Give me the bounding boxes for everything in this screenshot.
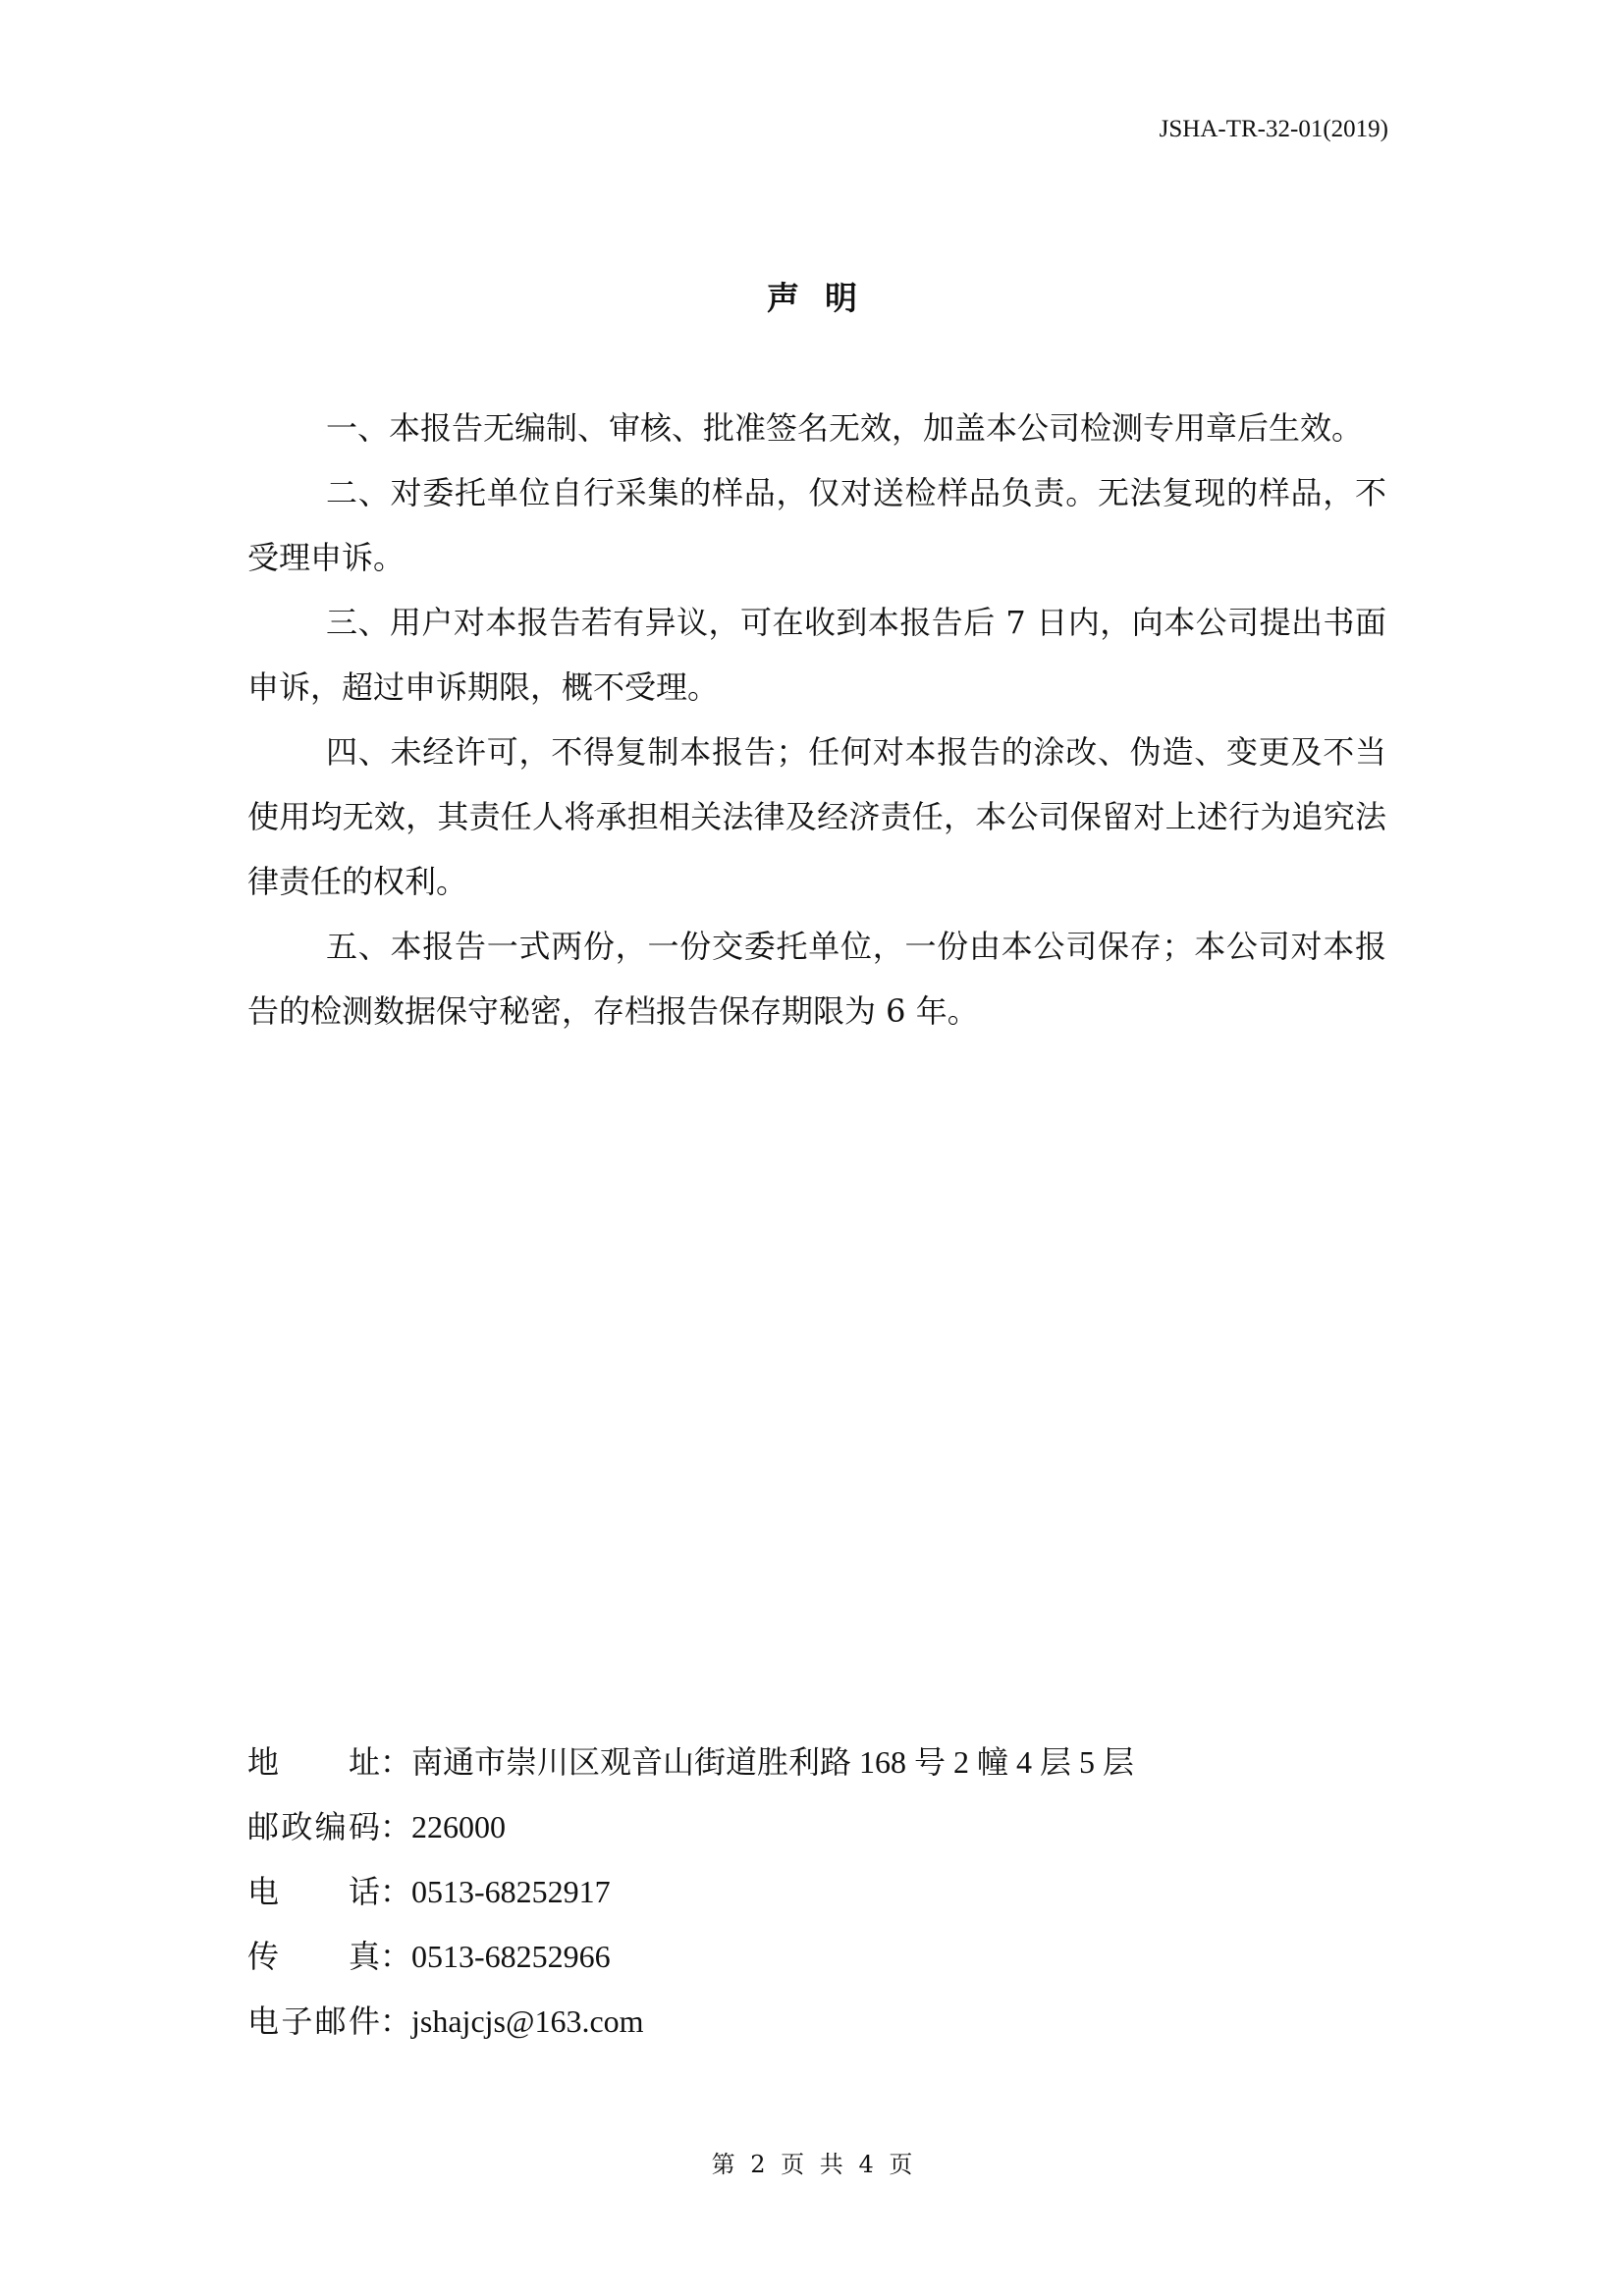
email-row xyxy=(247,1989,1386,2054)
postcode-row xyxy=(247,1794,1386,1859)
contact-info xyxy=(247,1730,1386,2054)
address-label: 地址 xyxy=(247,1743,380,1781)
page-title: 声明 xyxy=(767,279,883,317)
phone-label: 电话 xyxy=(247,1873,380,1910)
statement-1: 一、本报告无编制、审核、批准签名无效，加盖本公司检测专用章后生效。 xyxy=(326,409,1364,447)
address-row xyxy=(247,1730,1386,1794)
address-value: 南通市崇川区观音山街道胜利路 168 号 2 幢 4 层 5 层 xyxy=(411,1744,1135,1780)
statement-2: 二、对委托单位自行采集的样品，仅对送检样品负责。无法复现的样品，不受理申诉。 xyxy=(247,474,1386,576)
statement-5: 五、本报告一式两份，一份交委托单位，一份由本公司保存；本公司对本报告的检测数据保守秘密，存档报告保存期限为 6 年。 xyxy=(247,928,1386,1030)
postcode-value: 226000 xyxy=(411,1809,506,1844)
phone-row xyxy=(247,1859,1386,1924)
statements-section xyxy=(247,396,1386,1043)
email-label: 电子邮件 xyxy=(247,2002,380,2040)
postcode-label: 邮政编码 xyxy=(247,1808,380,1845)
document-code: JSHA-TR-32-01(2019) xyxy=(1159,116,1388,142)
phone-value: 0513-68252917 xyxy=(411,1874,611,1909)
statement-3: 三、用户对本报告若有异议，可在收到本报告后 7 日内，向本公司提出书面申诉，超过申诉期限，概不受理。 xyxy=(247,604,1386,706)
statement-4: 四、未经许可，不得复制本报告；任何对本报告的涂改、伪造、变更及不当使用均无效，其责任人将承担相关法律及经济责任，本公司保留对上述行为追究法律责任的权利。 xyxy=(247,733,1386,900)
separator: ： xyxy=(380,1873,412,1910)
fax-label: 传真 xyxy=(247,1938,380,1975)
email-value: jshajcjs@163.com xyxy=(411,2003,644,2039)
separator: ： xyxy=(380,2002,412,2040)
page-number: 第 2 页 共 4 页 xyxy=(711,2151,913,2178)
separator: ： xyxy=(380,1743,412,1781)
fax-row xyxy=(247,1924,1386,1989)
separator: ： xyxy=(380,1938,412,1975)
separator: ： xyxy=(380,1808,412,1845)
fax-value: 0513-68252966 xyxy=(411,1939,611,1974)
